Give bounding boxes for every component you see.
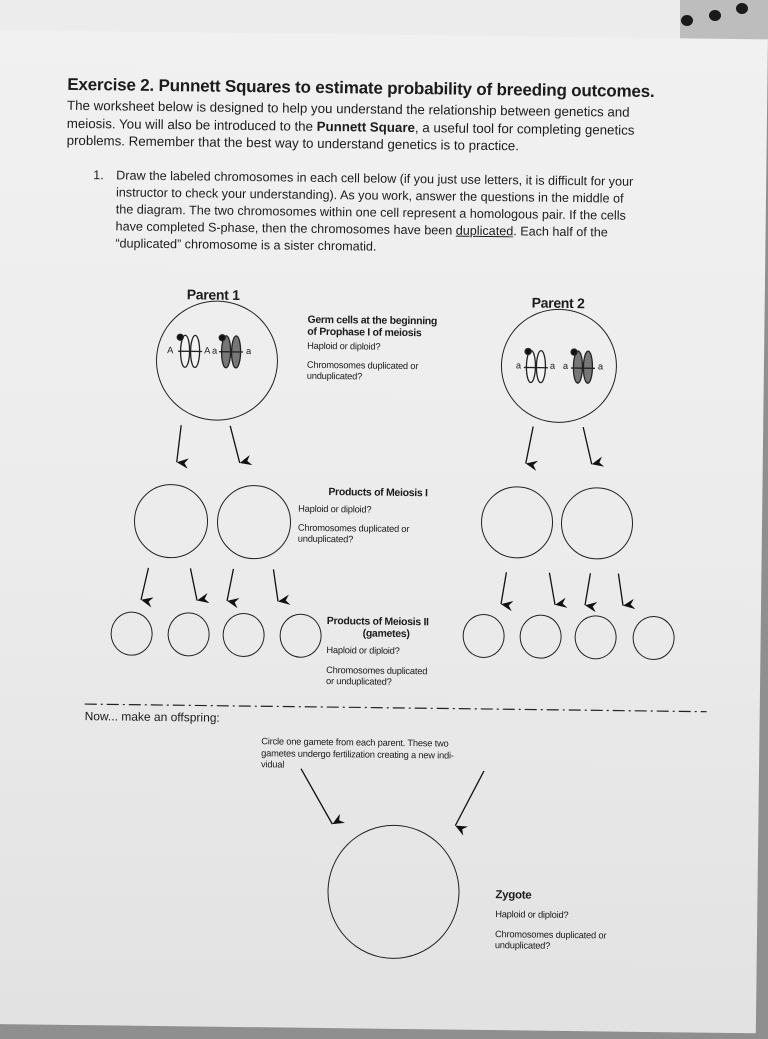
allele-label: a (212, 346, 217, 358)
parent-1-chromosome-A (177, 334, 202, 367)
parent-2-chromosome-a-white (524, 348, 548, 382)
fertilization-note: Circle one gamete from each parent. These two gametes undergo fertilization creating a new indi- vidual (261, 736, 541, 774)
allele-label: a (598, 361, 603, 373)
allele-label: a (563, 361, 568, 373)
punnett-square-term: Punnett Square (317, 118, 415, 134)
prophase-question-block: Germ cells at the beginning of Prophase I of meiosis Haploid or diploid? Chromosomes duplicated or unduplicated? (307, 314, 437, 384)
zygote-question-block: Zygote Haploid or diploid? Chromosomes duplicated or unduplicated? (495, 889, 607, 953)
hole-punch-dot (709, 10, 721, 21)
meiosis-1-question-block: Products of Meiosis I Haploid or diploid? Chromosomes duplicated or unduplicated? (298, 486, 428, 547)
duplicated-question: Chromosomes duplicated or (495, 929, 606, 942)
haploid-or-diploid-question: Haploid or diploid? (307, 341, 437, 354)
parent-1-label: Parent 1 (187, 286, 240, 303)
haploid-or-diploid-question: Haploid or diploid? (326, 645, 428, 658)
duplicated-question: Chromosomes duplicated (326, 665, 428, 678)
parent-2-chromosome-a-gray (571, 349, 595, 383)
parent-2-label: Parent 2 (532, 295, 585, 312)
allele-label: a (246, 346, 251, 358)
intro-line: The worksheet below is designed to help you understand the relationship between genetics and (67, 97, 707, 122)
duplicated-question: Chromosomes duplicated or (298, 522, 427, 535)
exercise-title: Exercise 2. Punnett Squares to estimate probability of breeding outcomes. (67, 75, 654, 102)
allele-label: a (516, 360, 521, 372)
intro-line: meiosis. You will also be introduced to the Punnett Square, a useful tool for completing genetics (67, 114, 707, 139)
question-1-text: Draw the labeled chromosomes in each cell below (if you just use letters, it is difficult for your instructor to check your understanding). As you work, answer the questions in the middle of the diagram. The two chromosomes within one cell represent a homologous pair. If the cells have completed S-phase, then the chromosomes have been duplicated. Each half of the “duplicated” chromosome is a sister chromatid. (115, 167, 696, 259)
haploid-or-diploid-question: Haploid or diploid? (298, 504, 427, 517)
meiosis-2-question-block: Products of Meiosis II (gametes) Haploid or diploid? Chromosomes duplicated or unduplicated? (326, 615, 429, 689)
allele-label: A (167, 345, 173, 357)
offspring-prompt: Now... make an offspring: (85, 708, 220, 727)
duplicated-question: Chromosomes duplicated or (307, 359, 437, 372)
parent-1-chromosome-a (219, 335, 243, 368)
duplicated-term: duplicated (456, 224, 514, 239)
allele-label: A (204, 346, 210, 358)
hole-punch-dot (736, 3, 748, 14)
worksheet-page (0, 30, 768, 1033)
intro-line: problems. Remember that the best way to understand genetics is to practice. (67, 132, 707, 157)
allele-label: a (550, 361, 555, 373)
hole-punch-dot (681, 15, 693, 26)
haploid-or-diploid-question: Haploid or diploid? (495, 909, 606, 922)
question-number: 1. (93, 167, 104, 184)
